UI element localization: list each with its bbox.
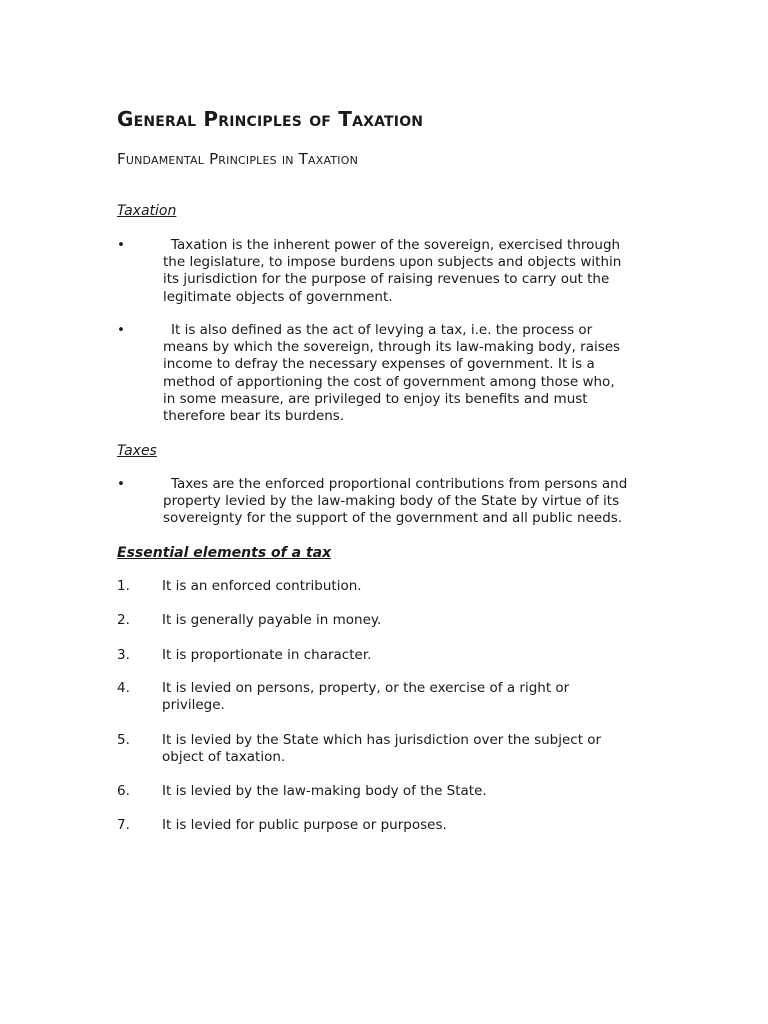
numbered-item-text: It is generally payable in money. <box>162 612 382 628</box>
numbered-item-text: It is levied for public purpose or purposes. <box>162 817 447 833</box>
bullet-icon: • <box>117 476 125 492</box>
item-number: 3. <box>117 647 130 663</box>
numbered-item <box>117 817 677 834</box>
bullet-icon: • <box>117 237 125 253</box>
list-item <box>117 476 677 528</box>
numbered-item <box>117 783 677 800</box>
numbered-item-text: It is an enforced contribution. <box>162 578 362 594</box>
bullet-icon: • <box>117 322 125 338</box>
numbered-item <box>117 578 677 595</box>
numbered-item <box>117 612 677 629</box>
list-item <box>117 322 677 425</box>
item-number: 6. <box>117 783 130 799</box>
item-number: 1. <box>117 578 130 594</box>
numbered-item-text: It is levied on persons, property, or the exercise of a right or privilege. <box>162 680 570 714</box>
page-title: General Principles of Taxation <box>117 107 424 131</box>
item-number: 4. <box>117 680 130 696</box>
numbered-item-text: It is levied by the law-making body of the State. <box>162 783 487 799</box>
numbered-item-text: It is proportionate in character. <box>162 647 372 663</box>
section-heading-taxation: Taxation <box>117 203 177 219</box>
section-heading-taxes: Taxes <box>117 443 157 459</box>
numbered-item-text: It is levied by the State which has jurisdiction over the subject or object of taxation. <box>162 732 602 766</box>
list-item-text: Taxes are the enforced proportional contributions from persons and property levied by the law-making body of the State by virtue of its sovereignty for the support of the government and all public needs. <box>163 476 628 527</box>
numbered-item <box>117 647 677 664</box>
item-number: 5. <box>117 732 130 748</box>
page-subtitle: Fundamental Principles in Taxation <box>117 150 358 168</box>
numbered-item <box>117 732 677 766</box>
item-number: 7. <box>117 817 130 833</box>
section-heading-elements: Essential elements of a tax <box>117 545 332 561</box>
item-number: 2. <box>117 612 130 628</box>
numbered-item <box>117 680 677 714</box>
list-item-text: It is also defined as the act of levying a tax, i.e. the process or means by which the sovereign, through its law-making body, raises income to defray the necessary expenses of government. It is a method of apportioning the cost of government among those who, in some measure, are privileged to enjoy its benefits and must therefore bear its burdens. <box>163 322 621 425</box>
list-item-text: Taxation is the inherent power of the sovereign, exercised through the legislature, to impose burdens upon subjects and objects within its jurisdiction for the purpose of raising revenues to carry out the legitimate objects of government. <box>163 237 622 305</box>
list-item <box>117 237 677 306</box>
